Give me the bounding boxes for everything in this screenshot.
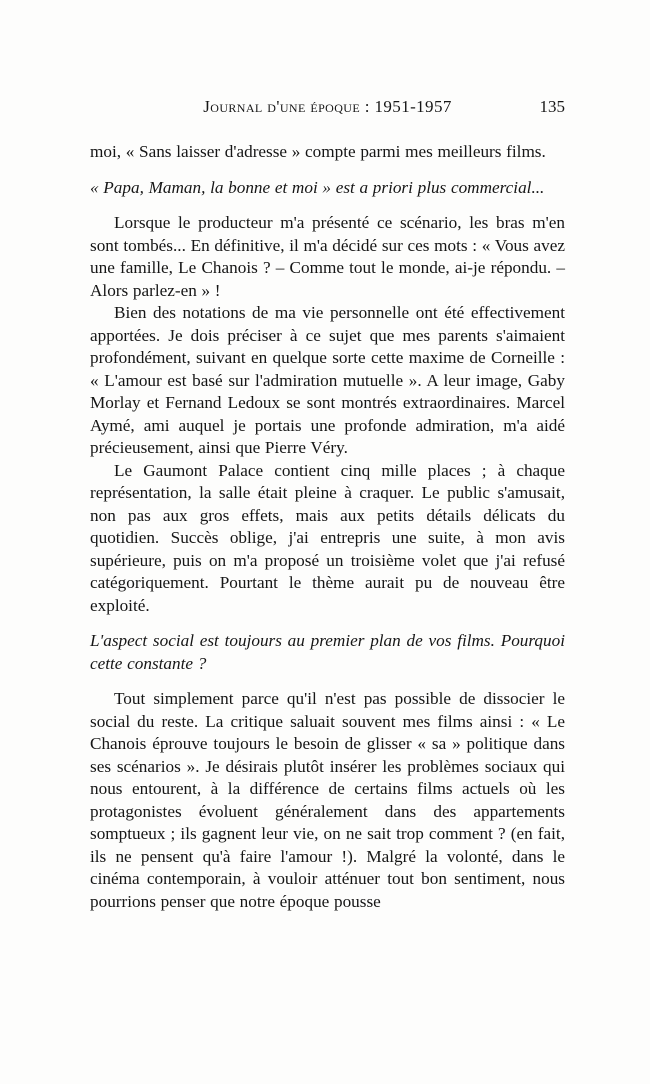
text-block xyxy=(90,141,565,913)
body-paragraph: Tout simplement parce qu'il n'est pas possible de dissocier le social du reste. La critique saluait souvent mes films ainsi : « Le Chanois éprouve toujours le besoin de glisser « sa » politique dans ses scénarios ». Je désirais plutôt insérer les problèmes sociaux qui nous entourent, à la différence de certains films actuels où les protagonistes évoluent généralement dans des appartements somptueux ; ils gagnent leur vie, on ne sait trop comment ? (en fait, ils ne pensent qu'à faire l'amour !). Malgré la volonté, dans le cinéma contemporain, à vouloir atténuer tout bon sentiment, nous pourrions penser que notre époque pousse xyxy=(90,689,565,911)
body-paragraph: moi, « Sans laisser d'adresse » compte parmi mes meilleurs films. xyxy=(90,142,546,161)
page-number: 135 xyxy=(539,97,565,116)
body-paragraph: Bien des notations de ma vie personnelle ont été effectivement apportées. Je dois préciser à ce sujet que mes parents s'aimaient profondément, suivant en quelque sorte cette maxime de Corneille : « L'amour est basé sur l'admiration mutuelle ». A leur image, Gaby Morlay et Fernand Ledoux se sont montrés extraordinaires. Marcel Aymé, ami auquel je portais une profonde admiration, m'a aidé précieusement, ainsi que Pierre Véry. xyxy=(90,303,565,457)
running-header xyxy=(90,96,565,118)
running-title: Journal d'une époque : 1951-1957 xyxy=(203,97,452,116)
interview-question: « Papa, Maman, la bonne et moi » est a priori plus commercial... xyxy=(90,177,545,197)
body-paragraph: Le Gaumont Palace contient cinq mille places ; à chaque représentation, la salle était pleine à craquer. Le public s'amusait, non pas aux gros effets, mais aux petits détails délicats du quotidien. Succès oblige, j'ai entrepris une suite, à mon avis supérieure, puis on m'a proposé un troisième volet que j'ai refusé catégoriquement. Pourtant le thème aurait pu de nouveau être exploité. xyxy=(90,460,565,615)
interview-question: L'aspect social est toujours au premier plan de vos films. Pourquoi cette constante ? xyxy=(90,631,565,673)
body-paragraph: Lorsque le producteur m'a présenté ce scénario, les bras m'en sont tombés... En définitive, il m'a décidé sur ces mots : « Vous avez une famille, Le Chanois ? – Comme tout le monde, ai-je répondu. – Alors parlez-en » ! xyxy=(90,213,565,300)
